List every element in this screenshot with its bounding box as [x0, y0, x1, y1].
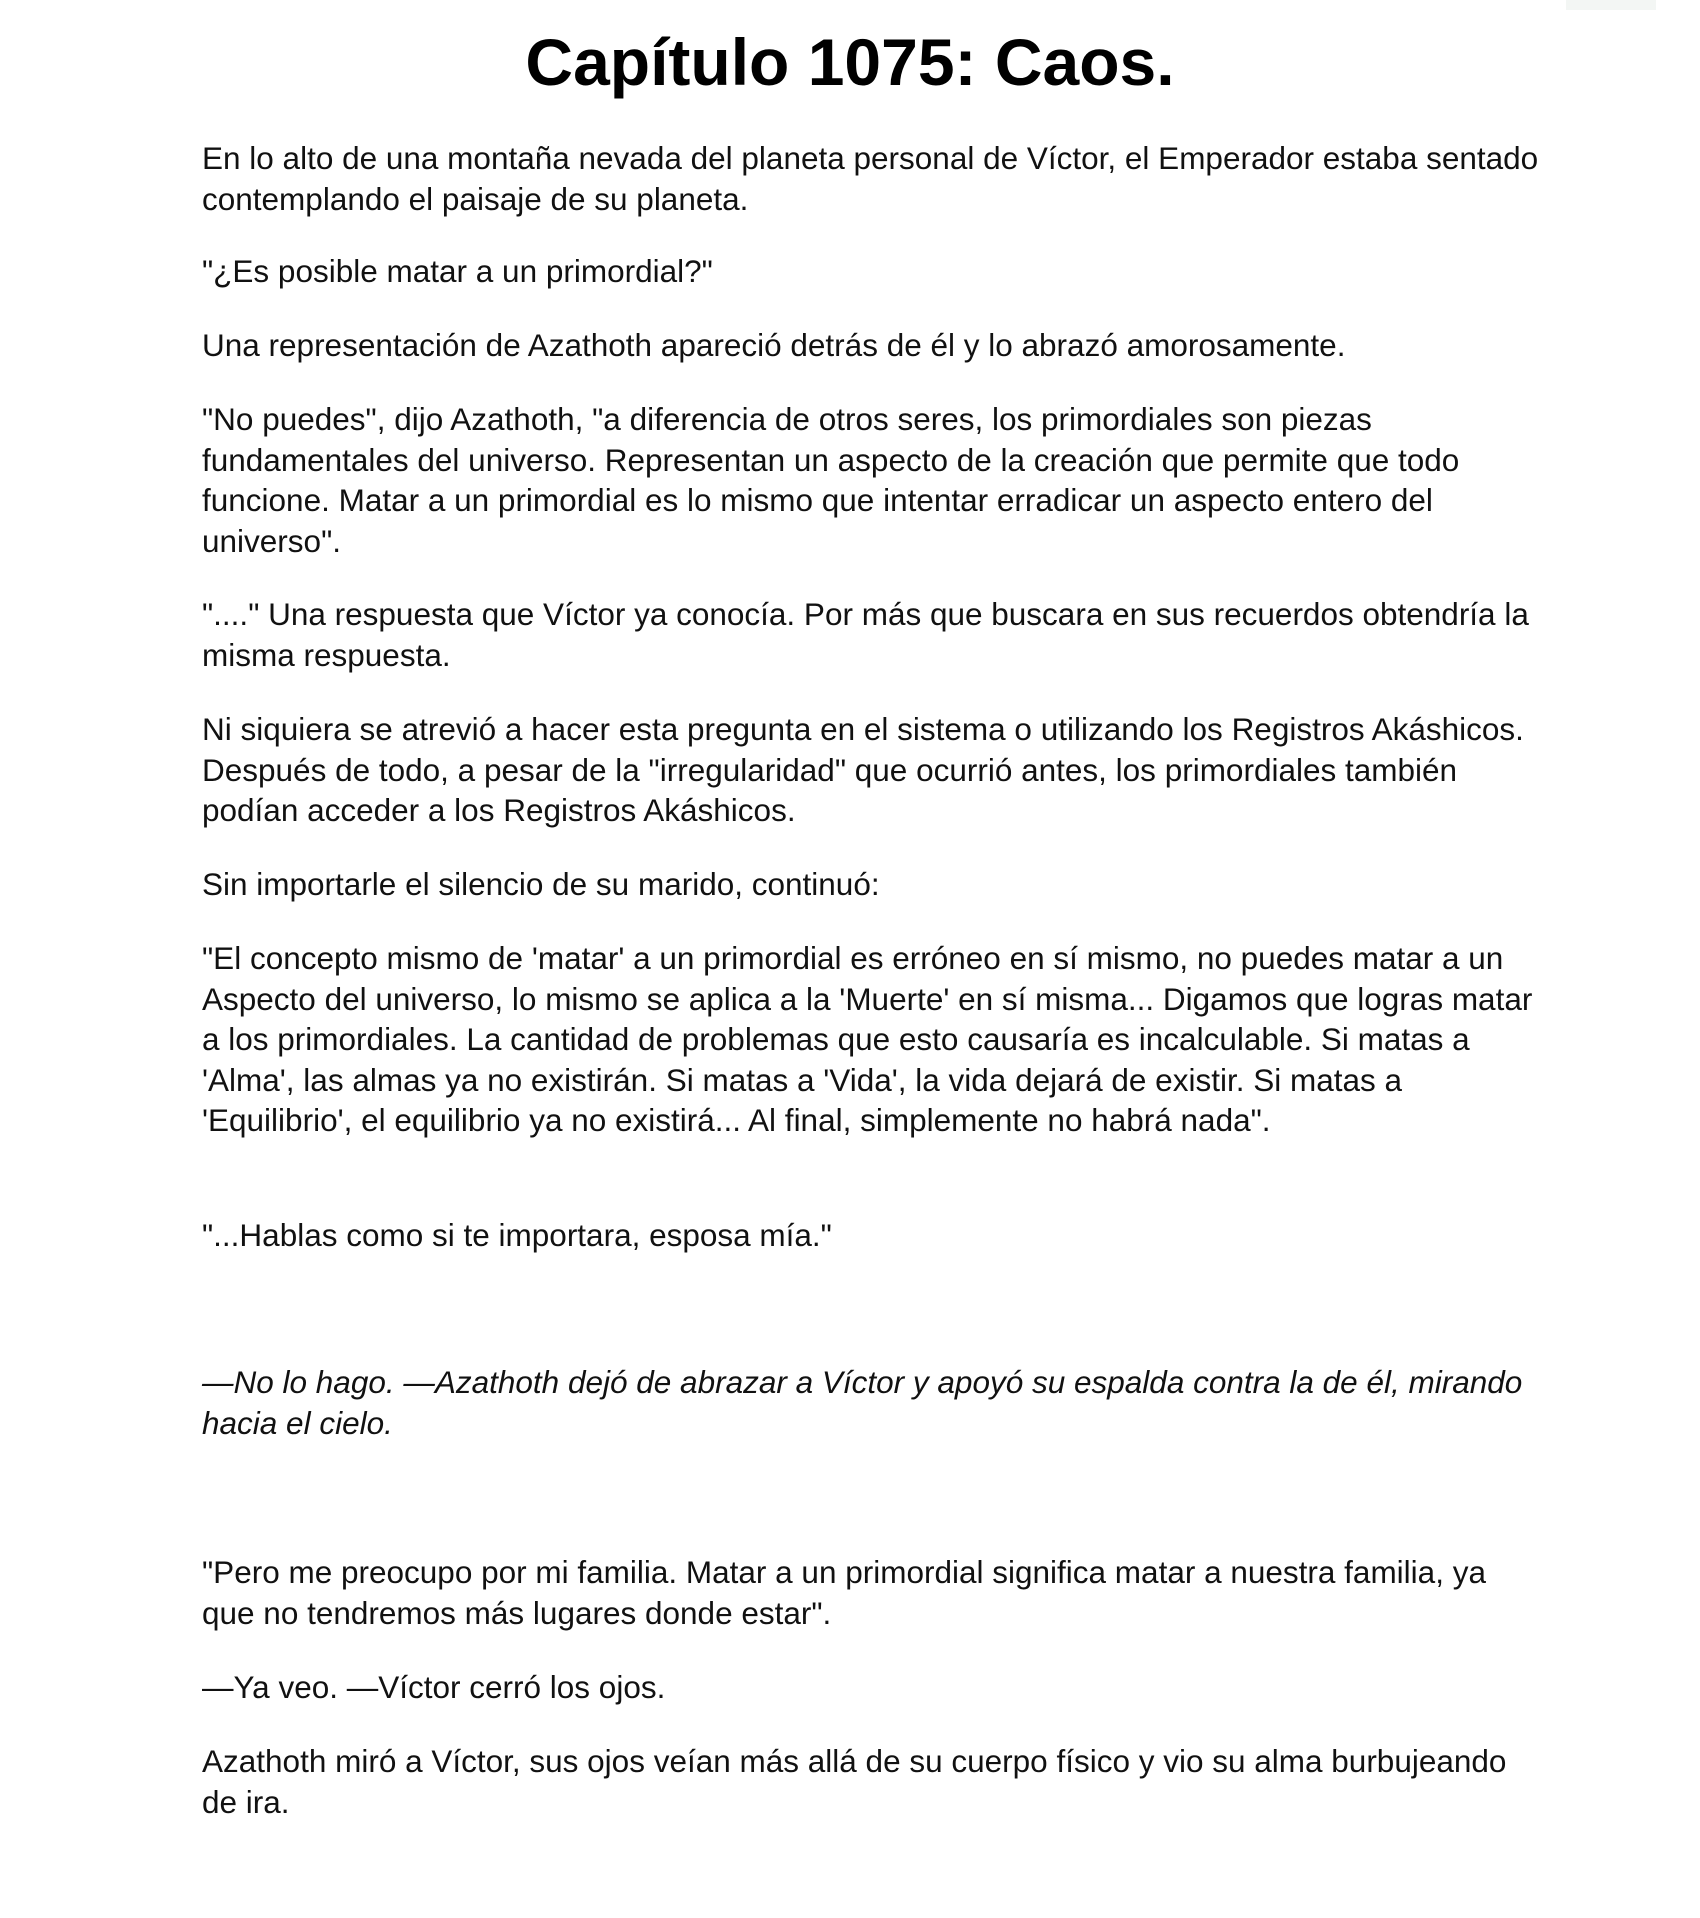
paragraph-10: —No lo hago. —Azathoth dejó de abrazar a Víctor y apoyó su espalda contra la de él, mirando hacia el cielo. [202, 1364, 1523, 1441]
paragraph-1: En lo alto de una montaña nevada del planeta personal de Víctor, el Emperador estaba sentado contemplando el paisaje de su planeta. [202, 140, 1539, 217]
paragraph-13: Azathoth miró a Víctor, sus ojos veían más allá de su cuerpo físico y vio su alma burbujeando de ira. [202, 1743, 1507, 1820]
paragraph-12: —Ya veo. —Víctor cerró los ojos. [202, 1669, 666, 1705]
paragraph-6: Ni siquiera se atrevió a hacer esta pregunta en el sistema o utilizando los Registros Akáshicos. Después de todo, a pesar de la "irregularidad" que ocurrió antes, los primordiales también podían acceder a los Registros Akáshicos. [202, 711, 1524, 828]
paragraph-2: "¿Es posible matar a un primordial?" [202, 253, 713, 289]
paragraph-8: "El concepto mismo de 'matar' a un primordial es erróneo en sí mismo, no puedes matar a un Aspecto del universo, lo mismo se aplica a la 'Muerte' en sí misma... Digamos que logras matar a los primordiales. La cantidad de problemas que esto causaría es incalculable. Si matas a 'Alma', las almas ya no existirán. Si matas a 'Vida', la vida dejará de existir. Si matas a 'Equilibrio', el equilibrio ya no existirá... Al final, simplemente no habrá nada". [202, 940, 1533, 1138]
paragraph-11: "Pero me preocupo por mi familia. Matar a un primordial significa matar a nuestra familia, ya que no tendremos más lugares donde estar". [202, 1554, 1486, 1631]
paragraph-5: "...." Una respuesta que Víctor ya conocía. Por más que buscara en sus recuerdos obtendría la misma respuesta. [202, 596, 1529, 673]
paragraph-9: "...Hablas como si te importara, esposa mía." [202, 1217, 832, 1253]
paragraph-4: "No puedes", dijo Azathoth, "a diferencia de otros seres, los primordiales son piezas fundamentales del universo. Representan un aspecto de la creación que permite que todo funcione. Matar a un primordial es lo mismo que intentar erradicar un aspecto entero del universo". [202, 401, 1460, 559]
corner-mark [1566, 0, 1656, 10]
paragraph-3: Una representación de Azathoth apareció detrás de él y lo abrazó amorosamente. [202, 327, 1346, 363]
chapter-title: Capítulo 1075: Caos. [525, 25, 1175, 99]
paragraph-7: Sin importarle el silencio de su marido, continuó: [202, 866, 880, 902]
